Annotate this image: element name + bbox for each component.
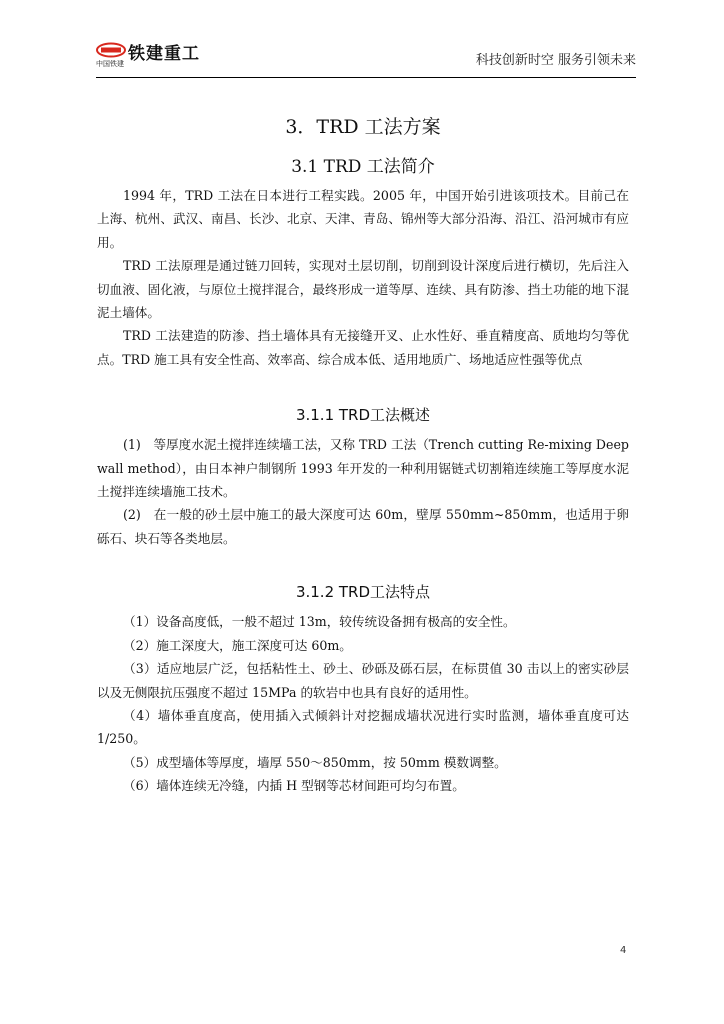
spacer (97, 371, 629, 403)
page-header (96, 38, 636, 76)
list-item: （3）适应地层广泛，包括粘性土、砂土、砂砾及砾石层，在标贯值 30 击以上的密实砂层以及无侧限抗压强度不超过 15MPa 的软岩中也具有良好的适用性。 (97, 661, 629, 700)
list-item: （4）墙体垂直度高，使用插入式倾斜计对挖掘成墙状况进行实时监测，墙体垂直度可达 1/250。 (97, 707, 629, 747)
paragraph: TRD 工法建造的防渗、挡土墙体具有无接缝开叉、止水性好、垂直精度高、质地均匀等优点。TRD 施工具有安全性高、效率高、综合成本低、适用地质广、场地适应性强等优点 (97, 328, 629, 367)
section-3-title: 3．TRD 工法方案 (285, 116, 441, 138)
paragraph: (2) 在一般的砂土层中施工的最大深度可达 60m，壁厚 550mm~850mm，也适用于卵砾石、块石等各类地层。 (97, 507, 629, 546)
paragraph: 1994 年，TRD 工法在日本进行工程实践。2005 年，中国开始引进该项技术。目前己在上海、杭州、武汉、南昌、长沙、北京、天津、青岛、锦州等大部分沿海、沿江、沿河城市有应用。 (97, 188, 629, 250)
document-body (97, 112, 629, 798)
spacer (97, 550, 629, 580)
section-3-1-2-title: 3.1.2 TRD工法特点 (295, 583, 431, 602)
list-item: （2）施工深度大，施工深度可达 60m。 (123, 637, 352, 653)
logo-company-name: 铁建重工 (128, 44, 200, 64)
crcc-logo-icon (96, 42, 126, 58)
header-divider (96, 77, 636, 78)
section-3-1-title: 3.1 TRD 工法简介 (291, 157, 435, 177)
page-number: 4 (620, 945, 627, 956)
paragraph: (1) 等厚度水泥土搅拌连续墙工法，又称 TRD 工法（Trench cutting Re-mixing Deep wall method），由日本神户制钢所 1993 年开发的一种利用锯链式切割箱连续施工等厚度水泥土搅拌连续墙施工技术。 (97, 437, 629, 500)
company-logo (96, 42, 226, 72)
list-item: （6）墙体连续无冷缝，内插 H 型钢等芯材间距可均匀布置。 (123, 778, 465, 794)
logo-subtitle: 中国铁建 (96, 60, 124, 68)
list-item: （1）设备高度低，一般不超过 13m，较传统设备拥有极高的安全性。 (123, 614, 516, 630)
list-item: （5）成型墙体等厚度，墙厚 550～850mm，按 50mm 模数调整。 (123, 754, 507, 770)
section-3-1-1-title: 3.1.1 TRD工法概述 (295, 406, 431, 425)
header-slogan: 科技创新时空 服务引领未来 (475, 53, 636, 68)
paragraph: TRD 工法原理是通过链刀回转，实现对土层切削，切削到设计深度后进行横切，先后注入切血液、固化液，与原位土搅拌混合，最终形成一道等厚、连续、具有防渗、挡土功能的地下混泥土墙体。 (97, 258, 629, 321)
